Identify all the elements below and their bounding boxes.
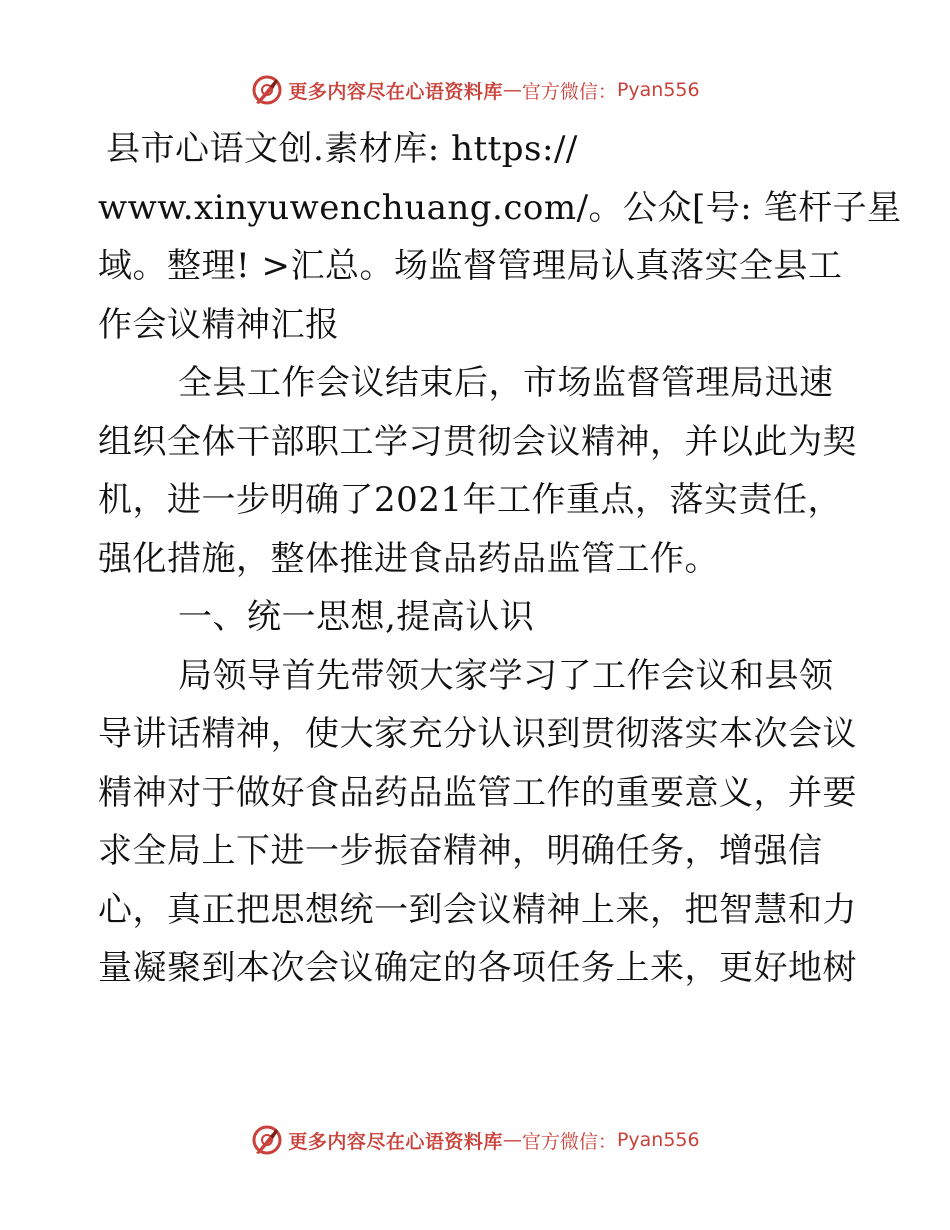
banner-separator: — [502,1129,522,1151]
header-line: www.xinyuwenchuang.com/。公众[号: 笔杆子星 [98,187,902,228]
paragraph-line: 机，进一步明确了2021年工作重点，落实责任， [98,480,843,520]
paragraph-line: 局领导首先带领大家学习了工作会议和县领 [178,655,834,696]
banner-official-label: 官方微信： [521,80,617,103]
document-body [98,120,902,998]
header-line: 域。整理! >汇总。场监督管理局认真落实全县工 [98,246,843,286]
banner-brand-text: 更多内容尽在心语资料库 [288,1130,503,1153]
paragraph-line: 精神对于做好食品药品监管工作的重要意义，并要 [98,772,857,813]
paragraph-line: 全县工作会议结束后，市场监督管理局迅速 [178,363,834,403]
pen-logo-icon [250,1123,284,1157]
header-line: 县市心语文创.素材库: https:// [106,129,578,169]
banner-wechat-id: Pyan556 [616,1129,700,1151]
banner-separator: — [502,79,522,101]
banner-official-label: 官方微信： [521,1130,617,1153]
header-line: 作会议精神汇报 [98,304,340,345]
paragraph-line: 强化措施，整体推进食品药品监管工作。 [98,538,719,579]
paragraph-line: 求全局上下进一步振奋精神，明确任务，增强信 [98,831,823,871]
section-heading: 一、统一思想,提高认识 [178,597,535,637]
pen-logo-icon [250,73,284,107]
banner-wechat-id: Pyan556 [616,79,700,101]
paragraph-line: 心，真正把思想统一到会议精神上来，把智慧和力 [98,889,857,930]
paragraph-line: 导讲话精神，使大家充分认识到贯彻落实本次会议 [98,714,857,754]
banner-brand-text: 更多内容尽在心语资料库 [288,80,503,103]
paragraph-line: 组织全体干部职工学习贯彻会议精神，并以此为契 [98,421,857,462]
header-banner [0,70,950,110]
paragraph-line: 量凝聚到本次会议确定的各项任务上来，更好地树 [98,948,857,988]
footer-banner [0,1120,950,1160]
